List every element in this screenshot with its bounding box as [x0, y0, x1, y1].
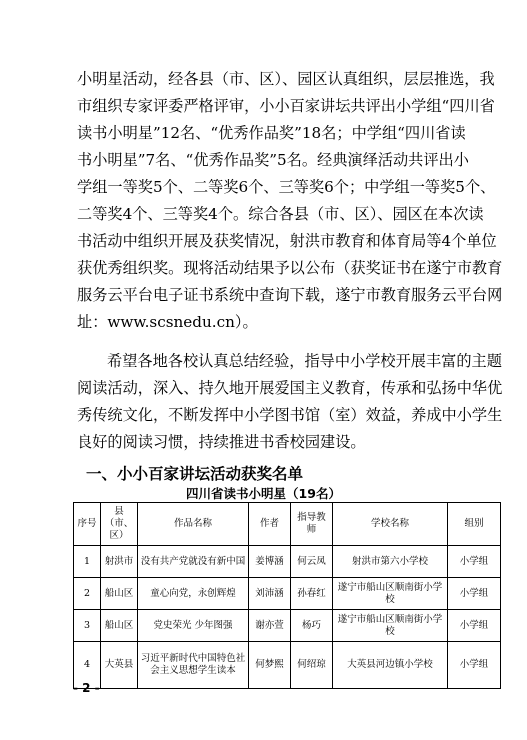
- text-line: 阅读活动，深入、持久地开展爱国主义教育，传承和弘扬中华优: [77, 379, 503, 397]
- text-line: 希望各地各校认真总结经验，指导中小学校开展丰富的主题: [107, 352, 502, 370]
- cell-work-title: 党史荣光 少年图强: [138, 610, 249, 642]
- cell-school: 大英县河边镇小学校: [333, 642, 448, 689]
- text-line: 书活动中组织开展及获奖情况，射洪市教育和体育局等4个单位: [77, 232, 497, 250]
- cell-author: 刘沛涵: [249, 578, 291, 610]
- table-header-row: [74, 503, 501, 546]
- cell-county: 射洪市: [101, 546, 138, 578]
- text-line: 书小明星”7名、“优秀作品奖”5名。经典演绎活动共评出小: [77, 151, 469, 169]
- header-author: 作者: [249, 503, 291, 546]
- header-index: 序号: [74, 503, 101, 546]
- cell-teacher: 孙春红: [291, 578, 333, 610]
- header-work-title: 作品名称: [138, 503, 249, 546]
- cell-index: 1: [74, 546, 101, 578]
- award-table: [73, 502, 501, 689]
- cell-author: 何梦熙: [249, 642, 291, 689]
- header-county: 县（市、区）: [101, 503, 138, 546]
- cell-work-title: 没有共产党就没有新中国: [138, 546, 249, 578]
- cell-school: 遂宁市船山区顺南街小学校: [333, 578, 448, 610]
- section-heading: 一、小小百家讲坛活动获奖名单: [86, 465, 304, 483]
- cell-school: 遂宁市船山区顺南街小学校: [333, 610, 448, 642]
- table-row: [74, 546, 501, 578]
- cell-county: 大英县: [101, 642, 138, 689]
- cell-index: 3: [74, 610, 101, 642]
- text-line: 址：www.scsnedu.cn）。: [77, 313, 258, 331]
- cell-work-title: 习近平新时代中国特色社会主义思想学生读本: [138, 642, 249, 689]
- text-line: 二等奖4个、三等奖4个。综合各县（市、区）、园区在本次读: [77, 205, 484, 223]
- text-line: 良好的阅读习惯，持续推进书香校园建设。: [77, 433, 366, 451]
- table-row: [74, 578, 501, 610]
- text-line: 小明星活动，经各县（市、区）、园区认真组织，层层推选，我: [77, 70, 495, 88]
- table-row: [74, 642, 501, 689]
- header-school: 学校名称: [333, 503, 448, 546]
- cell-county: 船山区: [101, 578, 138, 610]
- cell-author: 谢亦萱: [249, 610, 291, 642]
- cell-teacher: 何绍琼: [291, 642, 333, 689]
- cell-school: 射洪市第六小学校: [333, 546, 448, 578]
- cell-group: 小学组: [448, 610, 501, 642]
- text-line: 市组织专家评委严格评审，小小百家讲坛共评出小学组“四川省: [77, 97, 495, 115]
- cell-group: 小学组: [448, 642, 501, 689]
- cell-index: 4: [74, 642, 101, 689]
- cell-county: 船山区: [101, 610, 138, 642]
- table-title: 四川省读书小明星（19名）: [186, 486, 341, 501]
- page-number: - 2 -: [73, 681, 100, 695]
- cell-work-title: 童心向党，永创辉煌: [138, 578, 249, 610]
- text-line: 学组一等奖5个、二等奖6个、三等奖6个；中学组一等奖5个、: [77, 178, 496, 196]
- text-line: 获优秀组织奖。现将活动结果予以公布（获奖证书在遂宁市教育: [77, 259, 503, 277]
- cell-group: 小学组: [448, 578, 501, 610]
- header-teacher: 指导教师: [291, 503, 333, 546]
- header-group: 组别: [448, 503, 501, 546]
- text-line: 服务云平台电子证书系统中查询下载，遂宁市教育服务云平台网: [77, 286, 503, 304]
- text-line: 读书小明星”12名、“优秀作品奖”18名；中学组“四川省读: [77, 124, 466, 142]
- cell-teacher: 何云凤: [291, 546, 333, 578]
- table-row: [74, 610, 501, 642]
- cell-author: 姜博涵: [249, 546, 291, 578]
- cell-group: 小学组: [448, 546, 501, 578]
- cell-teacher: 杨巧: [291, 610, 333, 642]
- cell-index: 2: [74, 578, 101, 610]
- text-line: 秀传统文化，不断发挥中小学图书馆（室）效益，养成中小学生: [77, 406, 503, 424]
